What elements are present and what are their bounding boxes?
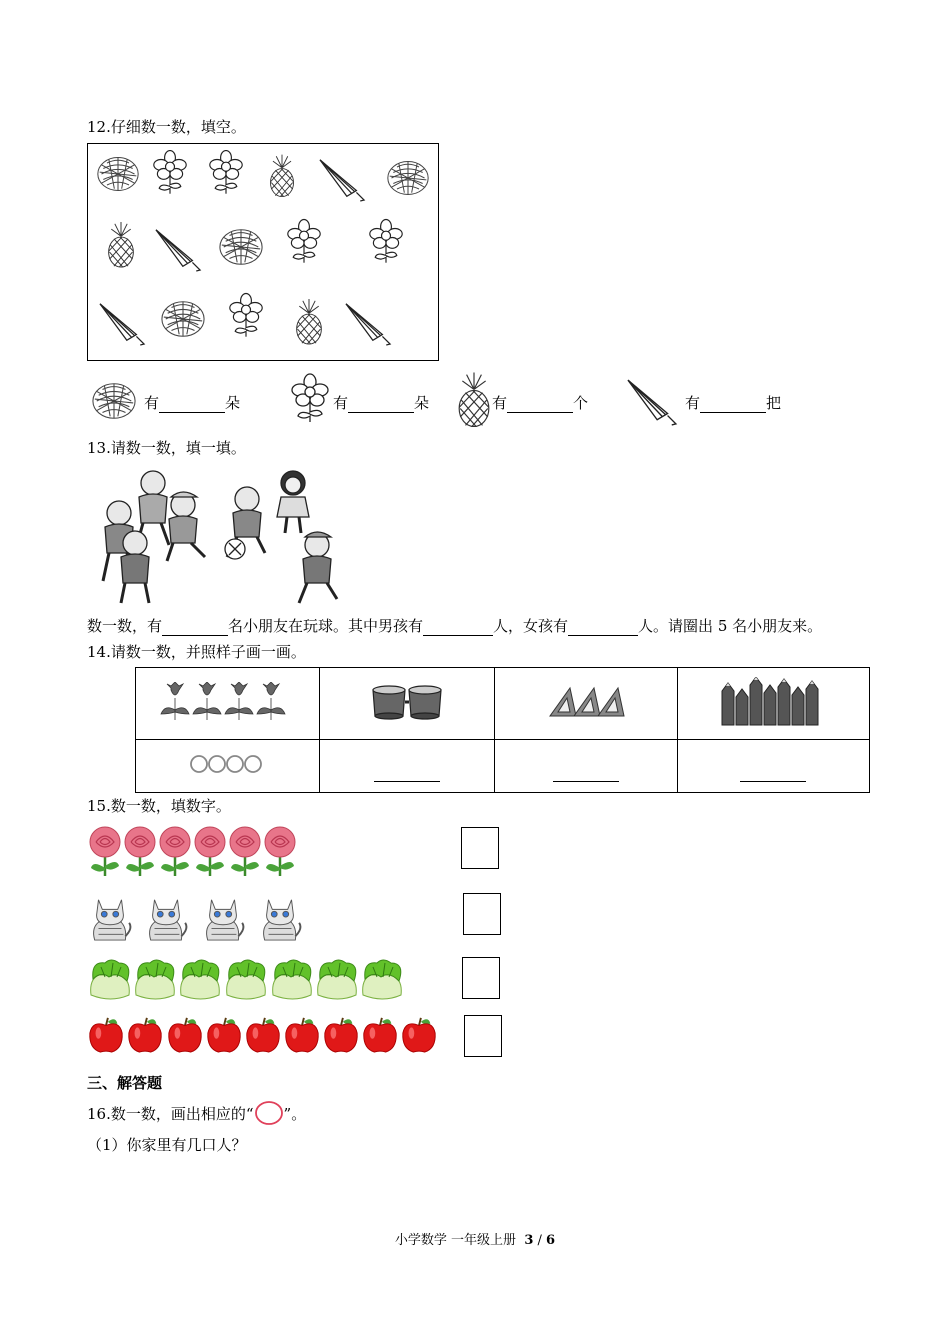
answer-blank[interactable] <box>700 394 766 413</box>
tulip-icon <box>157 682 297 722</box>
answer-blank[interactable] <box>374 763 440 782</box>
set-squares-cell <box>494 668 677 740</box>
tulips-cell <box>136 668 320 740</box>
q12-fill-pineapple: 有 个 <box>492 394 589 412</box>
question-16-title: 16.数一数，画出相应的“ ”。 <box>87 1101 306 1125</box>
example-circles-cell <box>136 740 320 793</box>
answer-blank[interactable] <box>348 394 414 413</box>
set-square-icon <box>546 684 626 720</box>
umbrella-icon <box>624 376 682 426</box>
answer-blank-boys[interactable] <box>423 617 493 636</box>
page-footer: 小学数学 一年级上册 3 / 6 <box>394 1233 556 1248</box>
answer-blank-girls[interactable] <box>568 617 638 636</box>
answer-blank[interactable] <box>553 763 619 782</box>
chrysanthemum-icon <box>88 378 140 424</box>
q14-table <box>135 667 870 793</box>
pencils-answer-cell[interactable] <box>677 740 869 793</box>
section-3-heading: 三、解答题 <box>87 1074 163 1092</box>
cats-row <box>87 892 327 944</box>
set-squares-answer-cell[interactable] <box>494 740 677 793</box>
apples-answer-box[interactable] <box>464 1015 502 1057</box>
apples-row <box>87 1016 441 1056</box>
q12-fill-flower: 有 朵 <box>333 394 430 412</box>
circle-icon <box>254 1101 284 1125</box>
example-circles <box>189 753 265 775</box>
cats-answer-box[interactable] <box>463 893 501 935</box>
question-15-title: 15.数一数，填数字。 <box>87 797 231 815</box>
q12-fill-chrysanthemum: 有 朵 <box>144 394 241 412</box>
question-16-1: （1）你家里有几口人？ <box>87 1136 247 1154</box>
q12-picture <box>88 144 440 362</box>
drum-icon <box>369 682 445 722</box>
drums-answer-cell[interactable] <box>319 740 494 793</box>
answer-blank[interactable] <box>159 394 225 413</box>
pencils-cell <box>677 668 869 740</box>
answer-blank[interactable] <box>740 763 806 782</box>
answer-blank[interactable] <box>507 394 573 413</box>
question-13-title: 13.请数一数，填一填。 <box>87 439 246 457</box>
answer-blank-total[interactable] <box>162 617 228 636</box>
roses-answer-box[interactable] <box>461 827 499 869</box>
question-12-title: 12.仔细数一数，填空。 <box>87 118 246 136</box>
roses-row <box>87 826 299 878</box>
children-playing-ball-illustration <box>87 461 349 609</box>
cabbages-row <box>87 957 407 1003</box>
cabbages-answer-box[interactable] <box>462 957 500 999</box>
q12-picture-box <box>87 143 439 361</box>
pencil-icon <box>718 677 828 727</box>
q13-fill-sentence: 数一数，有 名小朋友在玩球。其中男孩有 人，女孩有 人。请圈出 5 名小朋友来。 <box>87 617 823 635</box>
flower-icon <box>290 372 330 426</box>
question-14-title: 14.请数一数，并照样子画一画。 <box>87 643 306 661</box>
q12-fill-umbrella: 有 把 <box>685 394 782 412</box>
drums-cell <box>319 668 494 740</box>
pineapple-icon <box>456 370 492 430</box>
